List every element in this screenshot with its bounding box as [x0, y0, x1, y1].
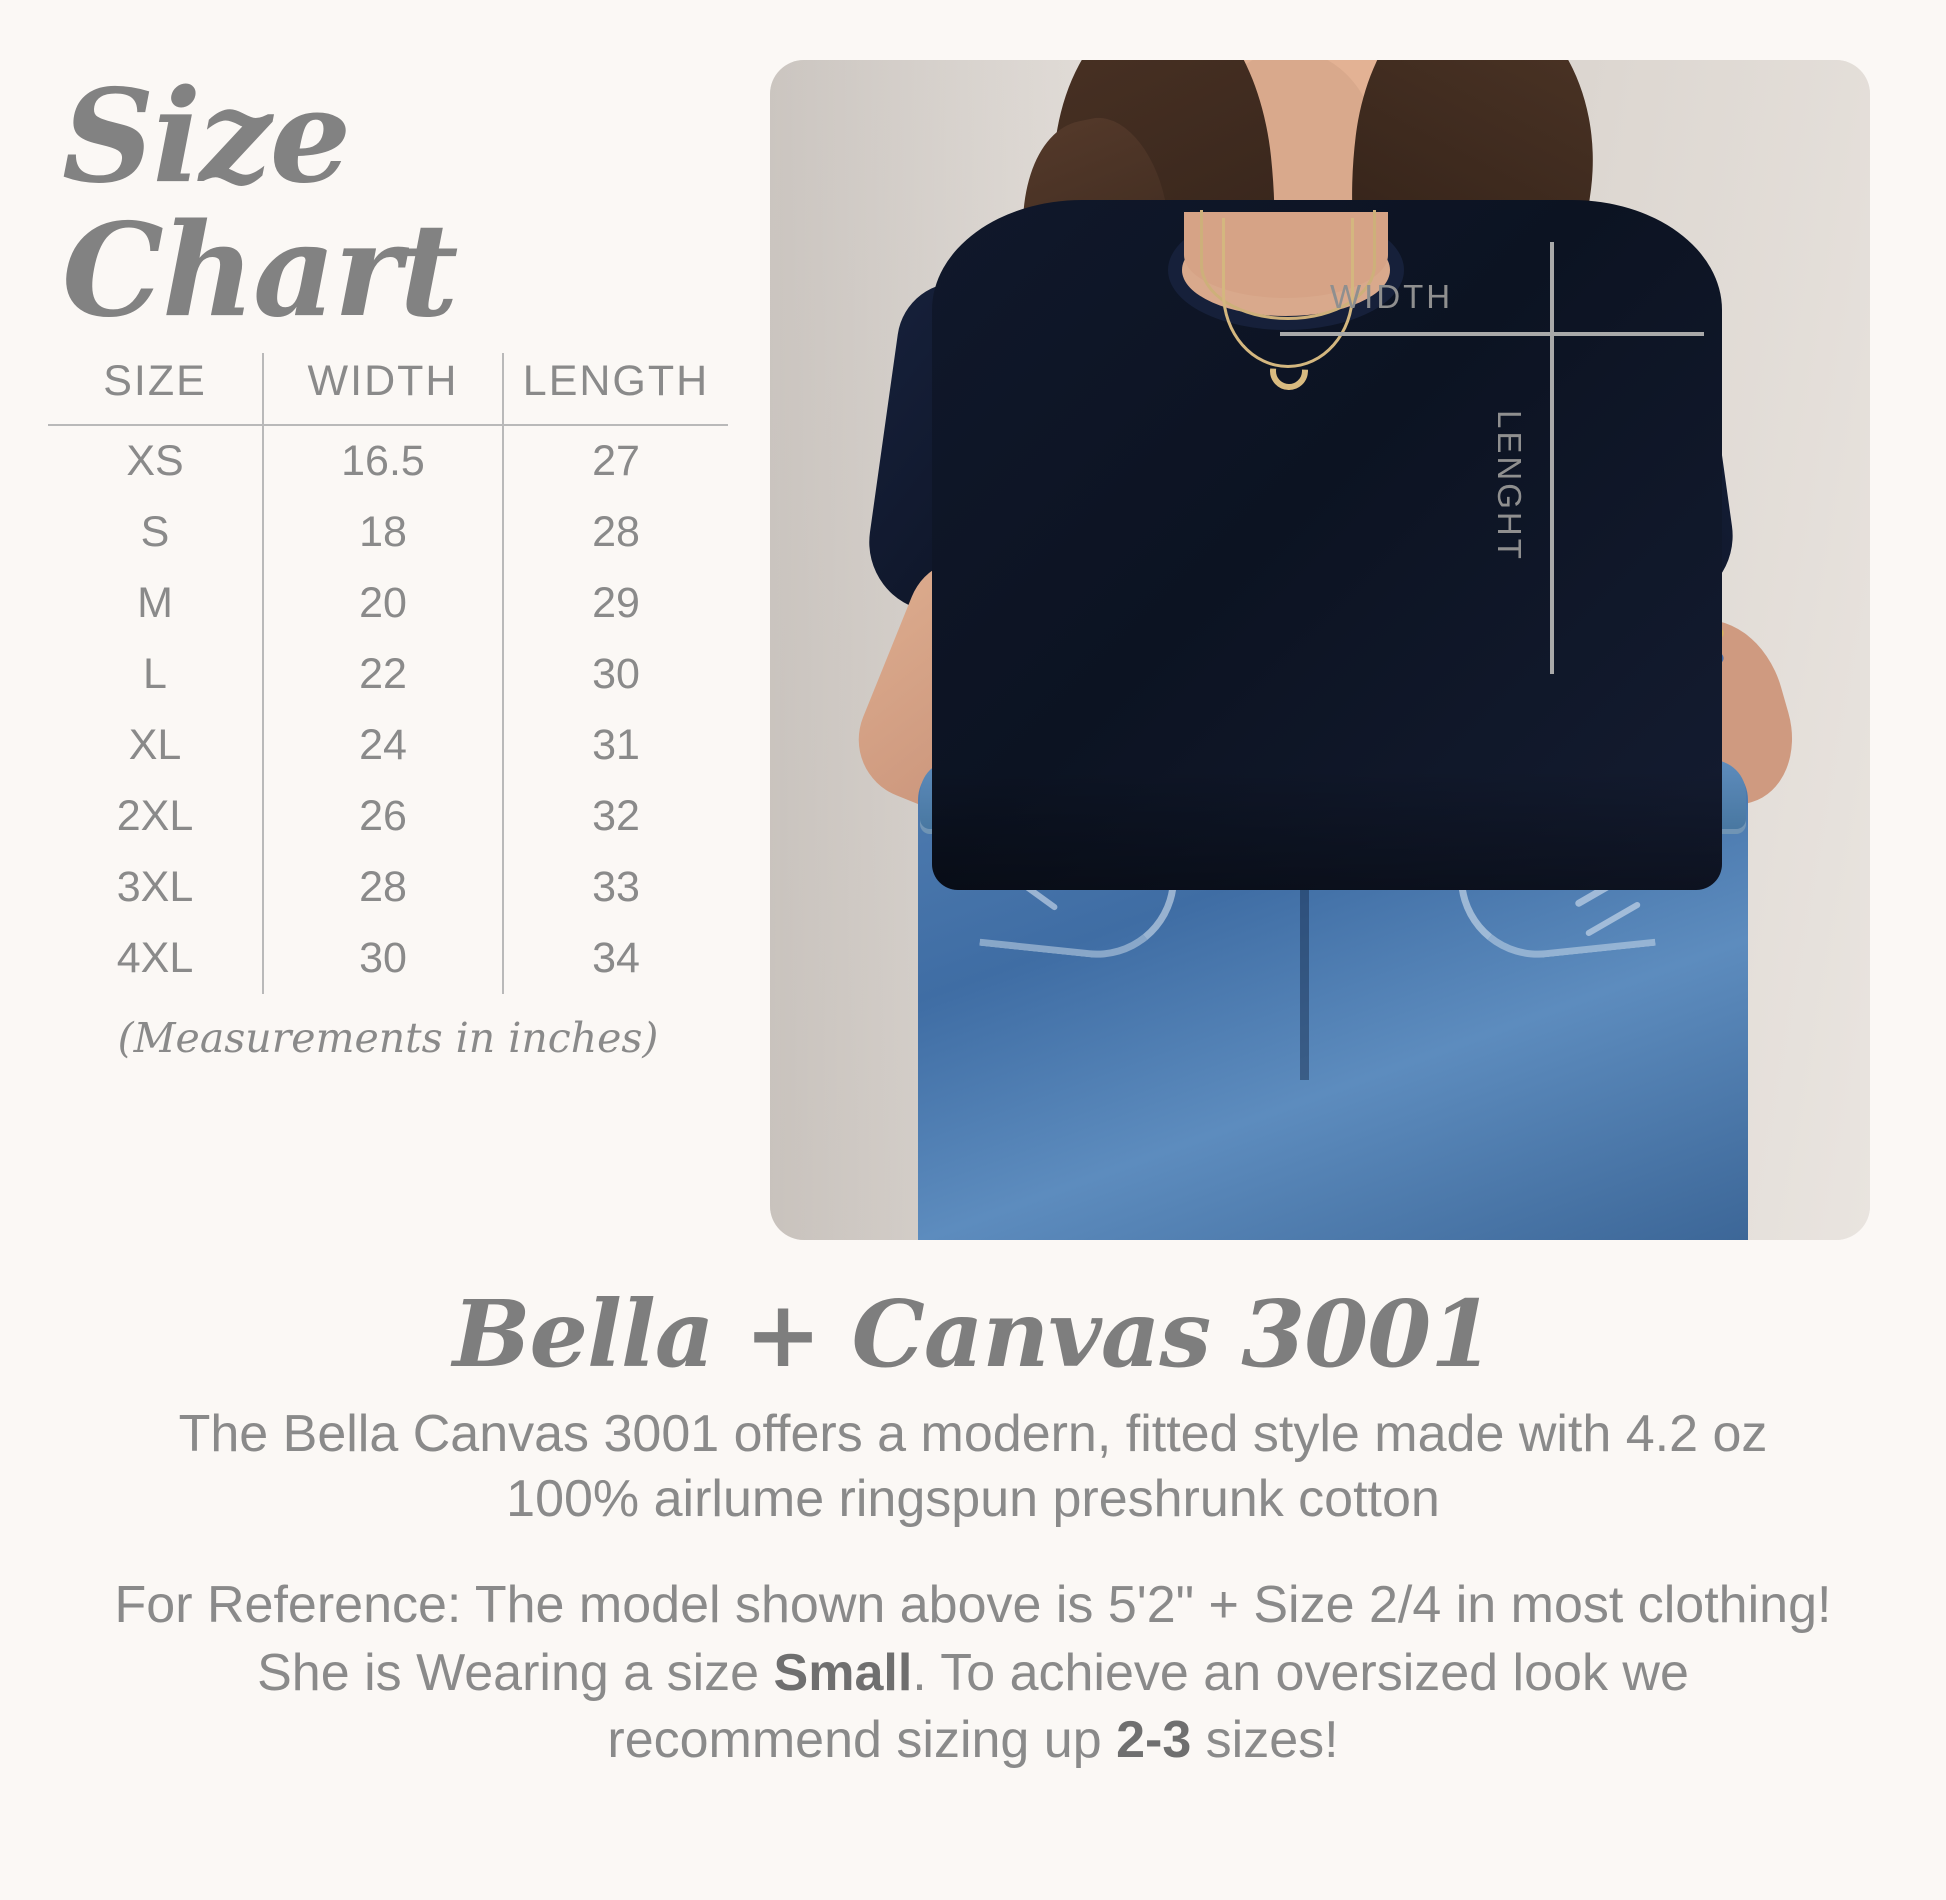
size-chart-table: [48, 353, 728, 994]
cell-size: 2XL: [116, 791, 194, 840]
reference-line-2: [60, 1640, 1886, 1708]
model-photo: [770, 60, 1870, 1240]
reference-line-3-a: recommend sizing up: [607, 1711, 1117, 1770]
reference-sizes-up: 2-3: [1116, 1711, 1192, 1770]
page-title: Size Chart: [62, 62, 457, 347]
cell-size: L: [143, 649, 167, 698]
cell-size: XS: [126, 436, 184, 485]
cell-width: 16.5: [263, 425, 503, 497]
cell-size: S: [140, 507, 170, 556]
product-description: The Bella Canvas 3001 offers a modern, fitted style made with 4.2 oz 100% airlume ringspun preshrunk cotton: [178, 1405, 1768, 1528]
length-label: LENGHT: [1491, 410, 1528, 562]
cell-size: 3XL: [116, 862, 194, 911]
table-row: [48, 497, 728, 568]
cell-size: XL: [128, 720, 182, 769]
cell-size: M: [137, 578, 173, 627]
width-label: WIDTH: [1330, 278, 1454, 315]
cell-length: 30: [592, 649, 640, 698]
table-row: [48, 425, 728, 497]
cell-length: 27: [592, 436, 640, 485]
column-header-size: SIZE: [103, 356, 207, 405]
table-row: [48, 852, 728, 923]
table-row: [48, 923, 728, 994]
cell-width: 24: [263, 710, 503, 781]
cell-length: 28: [592, 507, 640, 556]
cell-length: 34: [592, 933, 640, 982]
cell-width: 20: [263, 568, 503, 639]
table-header-row: [48, 353, 728, 425]
cell-width: 30: [263, 923, 503, 994]
table-row: [48, 639, 728, 710]
cell-size: 4XL: [116, 933, 194, 982]
cell-length: 32: [592, 791, 640, 840]
table-row: [48, 781, 728, 852]
cell-length: 29: [592, 578, 640, 627]
column-header-length: LENGTH: [522, 356, 710, 405]
table-row: [48, 710, 728, 781]
length-guide-line: [1550, 242, 1554, 674]
reference-size-worn: Small: [773, 1643, 913, 1702]
column-header-width: WIDTH: [263, 353, 503, 425]
reference-line-3-b: sizes!: [1191, 1711, 1339, 1770]
model-photo-panel: [770, 0, 1946, 1240]
measurement-note: (Measurements in inches): [117, 1013, 659, 1062]
reference-line-2-a: She is Wearing a size: [257, 1643, 774, 1702]
cell-width: 18: [263, 497, 503, 568]
reference-line-2-b: . To achieve an oversized look we: [912, 1643, 1689, 1702]
product-info-section: [0, 1240, 1946, 1775]
cell-length: 33: [592, 862, 640, 911]
reference-line-3: [60, 1707, 1886, 1775]
size-chart-panel: [0, 0, 770, 1062]
cell-width: 26: [263, 781, 503, 852]
table-row: [48, 568, 728, 639]
product-title: Bella + Canvas 3001: [452, 1280, 1494, 1388]
model-figure: [770, 60, 1870, 1240]
cell-length: 31: [592, 720, 640, 769]
cell-width: 22: [263, 639, 503, 710]
width-guide-line: [1280, 332, 1704, 336]
model-reference-text: [60, 1572, 1886, 1775]
reference-line-1: For Reference: The model shown above is 5'2" + Size 2/4 in most clothing!: [114, 1576, 1832, 1634]
cell-width: 28: [263, 852, 503, 923]
